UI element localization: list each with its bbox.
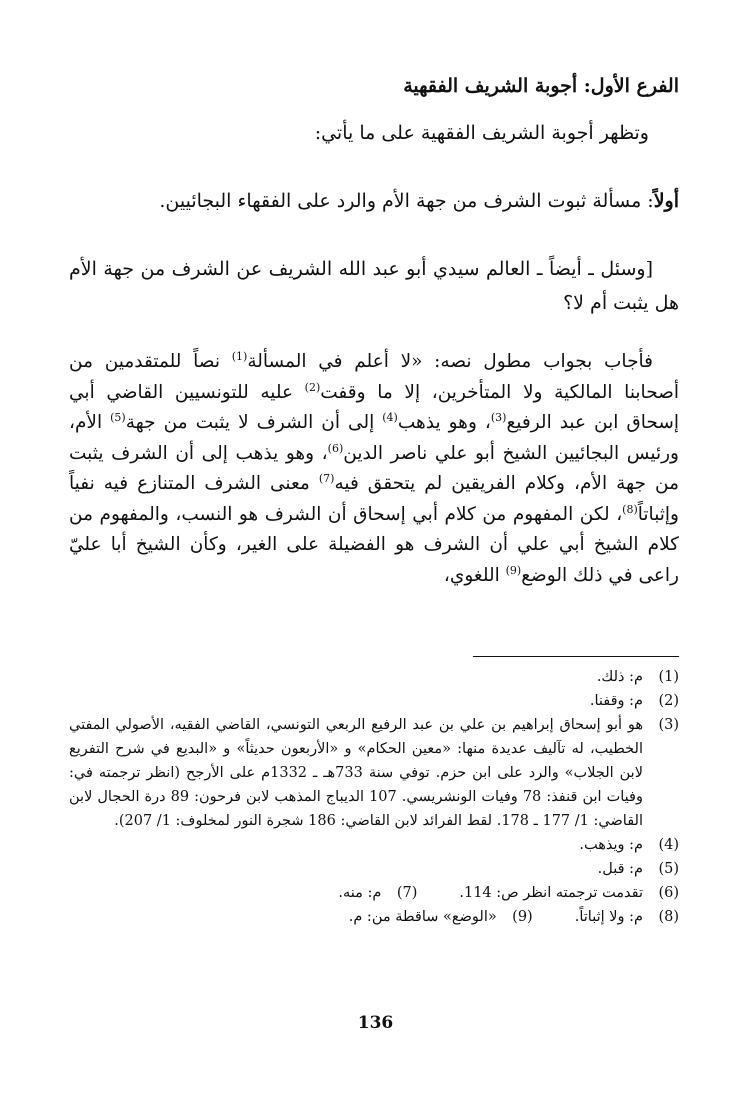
- first-issue-text: : مسألة ثبوت الشرف من جهة الأم والرد على الفقهاء البجائيين.: [159, 190, 654, 212]
- footnote-ref: (6): [327, 441, 344, 455]
- footnote-ref: (7): [318, 471, 335, 485]
- footnote: [69, 665, 679, 689]
- answer-segment: ، وهو يذهب: [397, 412, 491, 433]
- answer-paragraph: [69, 347, 679, 591]
- answer-segment: ، لكن المفهوم من كلام أبي إسحاق أن الشرف هو النسب، والمفهوم من كلام الشيخ أبي علي أن الشرف هو الفضيلة على الغير، وكأن الشيخ أبا عليّ راعى في ذلك الوضع: [69, 503, 679, 586]
- page-number: 136: [357, 1013, 394, 1033]
- footnote-text: م: منه.: [338, 885, 382, 901]
- footnote-number: (6): [658, 885, 679, 901]
- answer-segment: معنى الشرف المتنازع فيه نفياً وإثباتاً: [69, 473, 679, 525]
- footnote: [69, 833, 679, 857]
- answer-segment: عليه للتونسيين القاضي أبي إسحاق ابن عبد الرفيع: [69, 381, 679, 433]
- answer-segment: فأجاب بجواب مطول نصه: «لا أعلم في المسألة: [247, 351, 653, 372]
- intro-line: وتظهر أجوبة الشريف الفقهية على ما يأتي:: [314, 122, 649, 144]
- footnote: [575, 905, 679, 929]
- footnote-pair: [69, 881, 679, 905]
- footnotes-list: [69, 665, 679, 929]
- answer-segment: الأم، ورئيس البجائيين الشيخ أبو علي ناصر الدين: [69, 412, 679, 464]
- footnote-text: تقدمت ترجمته انظر ص: 114.: [459, 885, 643, 901]
- footnote-number: (8): [658, 909, 679, 925]
- question-paragraph: [وسئل ـ أيضاً ـ العالم سيدي أبو عبد الله الشريف عن الشرف من جهة الأم هل يثبت أم لا؟: [69, 258, 679, 314]
- answer-segment: اللغوي،: [443, 564, 506, 586]
- footnote: [69, 857, 679, 881]
- footnote-ref: (8): [622, 502, 638, 516]
- footnote-text: م: ذلك.: [596, 669, 643, 685]
- footnote-ref: (1): [231, 349, 248, 363]
- footnote: [338, 881, 417, 905]
- footnote-number: (9): [512, 909, 533, 925]
- footnote-divider: [473, 656, 679, 657]
- section-heading: الفرع الأول: أجوبة الشريف الفقهية: [403, 75, 679, 97]
- footnote-text: م: قبل.: [597, 861, 643, 877]
- footnote-text: «الوضع» ساقطة من: م.: [348, 909, 497, 925]
- footnote: [69, 689, 679, 713]
- footnote-number: (1): [658, 669, 679, 685]
- footnote-number: (2): [658, 693, 679, 709]
- footnote-text: هو أبو إسحاق إبراهيم بن علي بن عبد الرفيع الربعي التونسي، القاضي الفقيه، الأصولي المفتي الخطيب، له تآليف عديدة منها: «معين الحكام» و «الأربعون حديثاً» و «البديع في شرح التفريع لابن الجلاب» والرد على ابن حزم. توفي سنة 733هـ ـ 1332م على الأرجح (انظر ترجمته في: وفيات ابن قنفذ: 78 وفيات الونشريسي. 107 الديباج المذهب لابن فرحون: 89 درة الحجال لابن القاضي: 1/ 177 ـ 178. لقط الفرائد لابن القاضي: 186 شجرة النور لمخلوف: 1/ 207).: [69, 717, 643, 829]
- footnote-number: (7): [396, 885, 418, 901]
- footnote-ref: (9): [505, 563, 522, 577]
- footnote-ref: (3): [490, 410, 507, 424]
- answer-segment: إلى أن الشرف لا يثبت من جهة: [125, 412, 383, 433]
- footnote-number: (3): [658, 717, 679, 733]
- answer-segment: ، وهو يذهب إلى أن الشرف يثبت من جهة الأم، وكلام الفريقين لم يتحقق فيه: [69, 442, 679, 494]
- footnote: [349, 905, 533, 929]
- footnote-ref: (5): [110, 410, 126, 424]
- footnote-text: م: ويذهب.: [579, 837, 643, 853]
- answer-segment: نصاً للمتقدمين من أصحابنا المالكية ولا المتأخرين، إلا ما وقفت: [69, 351, 679, 403]
- footnote: [69, 713, 679, 833]
- footnote-ref: (4): [382, 410, 398, 424]
- footnote-pair: [69, 905, 679, 929]
- footnote-number: (5): [658, 861, 679, 877]
- footnote-ref: (2): [304, 380, 321, 394]
- footnote-text: م: وقفنا.: [589, 693, 643, 709]
- footnote-number: (4): [658, 837, 679, 853]
- first-issue-label: أولاً: [653, 190, 679, 212]
- footnote: [459, 881, 679, 905]
- footnote-text: م: ولا إثباتاً.: [574, 909, 643, 925]
- first-issue-line: [59, 186, 679, 216]
